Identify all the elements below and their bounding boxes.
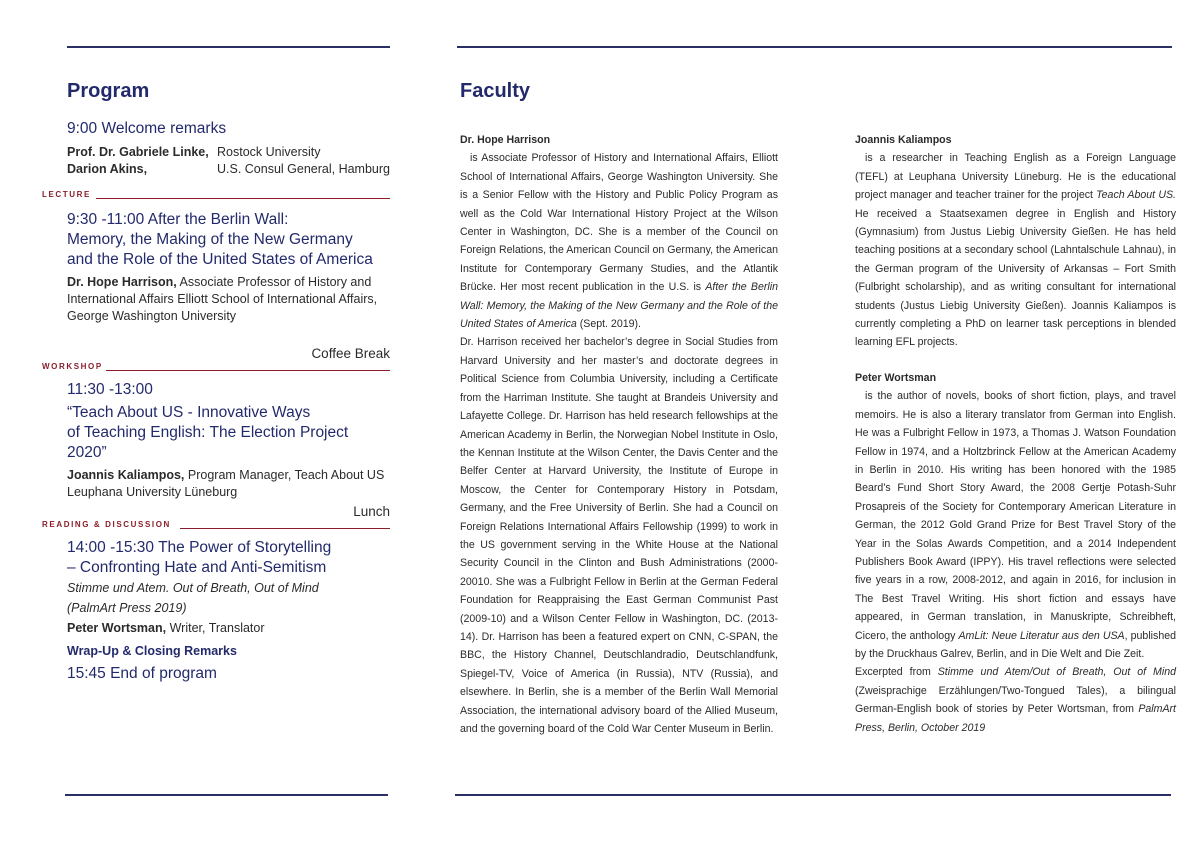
wortsman-bio-text: is the author of novels, books of short fiction, plays, and travel memoirs. He is also a literary translator from German into English. He was a Fulbright Fellow in 1973, a Thomas J. Watson Foundation Fellow in 1974, and a Holtzbrinck Fellow at the American Academy in Berlin in 2010. His writing has been honored with the 1985 Beard’s Fund Short Story Award, the 2008 Gertje Potash-Suhr Prosapreis of the Society for Contemporary American Literature in German, the 2012 Gold Grand Prize for Best Travel Story of the Year in the Solas Awards Competition, and a 2014 Independent Publishers Book Award (IPPY). His travel reflections were selected five years in a row, 2008-2012, and again in 2016, for inclusion in The Best Travel Writing. His short fiction and essays have appeared, in German translation, in Manuskripte, Schreibheft, Cicero, the anthology <box>855 390 1176 642</box>
speaker-desc: Writer, Translator <box>166 621 265 635</box>
faculty-name-wortsman: Peter Wortsman <box>855 371 937 384</box>
kaliampos-bio <box>855 149 1176 351</box>
speaker-desc: Associate Professor of History and International Affairs Elliott School of International Affairs, George Washington University <box>67 275 378 323</box>
bottom-rule-right <box>455 794 1171 796</box>
top-rule-right <box>457 46 1172 48</box>
harrison-book-title: After the Berlin Wall: Memory, the Making of the New Germany and the Role of the United States of America <box>460 281 778 331</box>
category-lecture <box>42 190 390 202</box>
category-divider <box>180 528 390 529</box>
category-divider <box>106 370 390 371</box>
category-divider <box>96 198 390 199</box>
coffee-break-label: Coffee Break <box>311 346 390 361</box>
faculty-name-kaliampos: Joannis Kaliampos <box>855 134 952 146</box>
category-label: READING & DISCUSSION <box>42 520 171 529</box>
wortsman-bio <box>855 387 1176 663</box>
category-reading <box>42 520 390 532</box>
workshop-speaker <box>67 467 392 501</box>
wrapup-label: Wrap-Up & Closing Remarks <box>67 644 237 658</box>
speaker-name: Darion Akins, <box>67 162 148 176</box>
welcome-slot <box>67 119 392 178</box>
excerpt-text: Excerpted from <box>855 666 938 679</box>
reading-title-line-2: – Confronting Hate and Anti-Semitism <box>67 559 327 576</box>
faculty-title: Faculty <box>460 80 531 102</box>
speaker-name: Joannis Kaliampos, <box>67 468 185 482</box>
welcome-speaker-2 <box>67 161 392 178</box>
excerpt-book-title: Stimme und Atem/Out of Breath, Out of Mind <box>937 666 1176 679</box>
excerpt-text-2: (Zweisprachige Erzählungen/Two-Tongued Tales), a bilingual German-English book of stories by Peter Wortsman, from <box>855 684 1176 716</box>
lecture-speaker <box>67 274 392 325</box>
program-title: Program <box>67 80 150 102</box>
faculty-name-harrison: Dr. Hope Harrison <box>460 134 551 146</box>
workshop-title-line-2: “Teach About US - Innovative Ways <box>67 404 311 421</box>
category-label: LECTURE <box>42 190 91 199</box>
reading-title-line-1: 14:00 -15:30 The Power of Storytelling <box>67 539 332 556</box>
speaker-desc: Program Manager, Teach About US Leuphana University Lüneburg <box>67 468 385 499</box>
reading-speaker <box>67 620 392 637</box>
welcome-time-title: 9:00 Welcome remarks <box>67 120 227 137</box>
wortsman-excerpt <box>855 663 1176 737</box>
excerpt-publisher: PalmArt Press, Berlin, October 2019 <box>855 703 1176 734</box>
speaker-name: Peter Wortsman, <box>67 621 167 635</box>
top-rule-left <box>67 46 390 48</box>
reading-slot <box>67 538 392 684</box>
welcome-speaker-1 <box>67 144 392 161</box>
lunch-label: Lunch <box>353 504 390 519</box>
reading-book: Stimme und Atem. Out of Breath, Out of Mind (PalmArt Press 2019) <box>67 581 319 615</box>
speaker-affil: Rostock University <box>217 145 321 159</box>
harrison-bio-text: is Associate Professor of History and International Affairs, Elliott School of International Affairs, George Washington University. She is a Senior Fellow with the History and Public Policy Program as well as the Cold War International History Project at the Wilson Center in Washington, DC. She is a member of the Council on Foreign Relations, the American Council on Germany, the American Institute for Contemporary Germany Studies, and the Atlantik Brücke. Her most recent publication in the U.S. is <box>460 152 778 294</box>
lecture-title-line-2: Memory, the Making of the New Germany <box>67 231 353 248</box>
kaliampos-bio-text-2: He received a Staatsexamen degree in English and History (Gymnasium) from Justus Liebig University Gießen. He has held teaching positions at a secondary school (Lahntalschule Lahnau), in the German program of the University of Arkansas – Fort Smith (Fulbright scholarship), and as writing consultant for international students (Justus Liebig University Gießen). Joannis Kaliampos is currently completing a PhD on learner task perceptions in blended learning EFL projects. <box>855 207 1176 349</box>
kaliampos-project: Teach About US. <box>1096 189 1176 202</box>
category-workshop <box>42 362 390 374</box>
end-of-program: 15:45 End of program <box>67 665 217 682</box>
workshop-title-line-3: of Teaching English: The Election Project 2020” <box>67 424 349 461</box>
harrison-bio-2: Dr. Harrison received her bachelor’s degree in Social Studies from Harvard University and her master’s and doctorate degrees in Political Science from Columbia University, including a Certificate from the Harriman Institute. She taught at Brandeis University and Lafayette College. Dr. Harrison has held research fellowships at the American Academy in Berlin, the Norwegian Nobel Institute in Oslo, the Kennan Institute at the Wilson Center, the Davis Center and the Belfer Center at Harvard University, the Institute of Europe in Moscow, the Center for Contemporary History in Potsdam, Germany, and the Free University of Berlin. She had a Council on Foreign Relations International Affairs Fellowship (1999) to work in the US government serving in the White House at the National Security Council in the Clinton and Bush Administrations (2000-20010. She was a Fulbright Fellow in Berlin at the German Federal Foundation for Reappraising the East German Communist Past (2009-10) and a Wilson Center Fellow in Washington, DC. (2013-14). Dr. Harrison has been a featured expert on CNN, C-SPAN, the BBC, the History Channel, Deutschlandradio, Deutschlandfunk, Spiegel-TV, Voice of America (in Russia), NTV (Russia), and elsewhere. In Berlin, she is a member of the Berlin Wall Memorial Association, the international advisory board of the Allied Museum, and the governing board of the Cold War Center Museum in Berlin. <box>460 336 778 735</box>
harrison-bio-1 <box>460 149 778 333</box>
category-label: WORKSHOP <box>42 362 103 371</box>
workshop-title-line-1: 11:30 -13:00 <box>67 381 153 398</box>
speaker-name: Dr. Hope Harrison, <box>67 275 177 289</box>
wortsman-bio-text-2: , published by the Druckhaus Galrev, Berlin, and in Die Welt and Die Zeit. <box>855 629 1177 660</box>
harrison-bio-date: (Sept. 2019). <box>576 318 641 331</box>
kaliampos-bio-text: is a researcher in Teaching English as a Foreign Language (TEFL) at Leuphana University Lüneburg. He is the educational project manager and teacher trainer for the project <box>855 152 1176 202</box>
lecture-title-line-3: and the Role of the United States of America <box>67 251 373 268</box>
wortsman-anthology: AmLit: Neue Literatur aus den USA <box>958 629 1125 642</box>
workshop-slot <box>67 380 392 501</box>
speaker-name: Prof. Dr. Gabriele Linke, <box>67 145 209 159</box>
lecture-slot <box>67 210 392 325</box>
faculty-column-right <box>855 131 1176 737</box>
faculty-column-left <box>460 131 778 738</box>
speaker-affil: U.S. Consul General, Hamburg <box>217 162 390 176</box>
bottom-rule-left <box>65 794 388 796</box>
lecture-title-line-1: 9:30 -11:00 After the Berlin Wall: <box>67 211 289 228</box>
